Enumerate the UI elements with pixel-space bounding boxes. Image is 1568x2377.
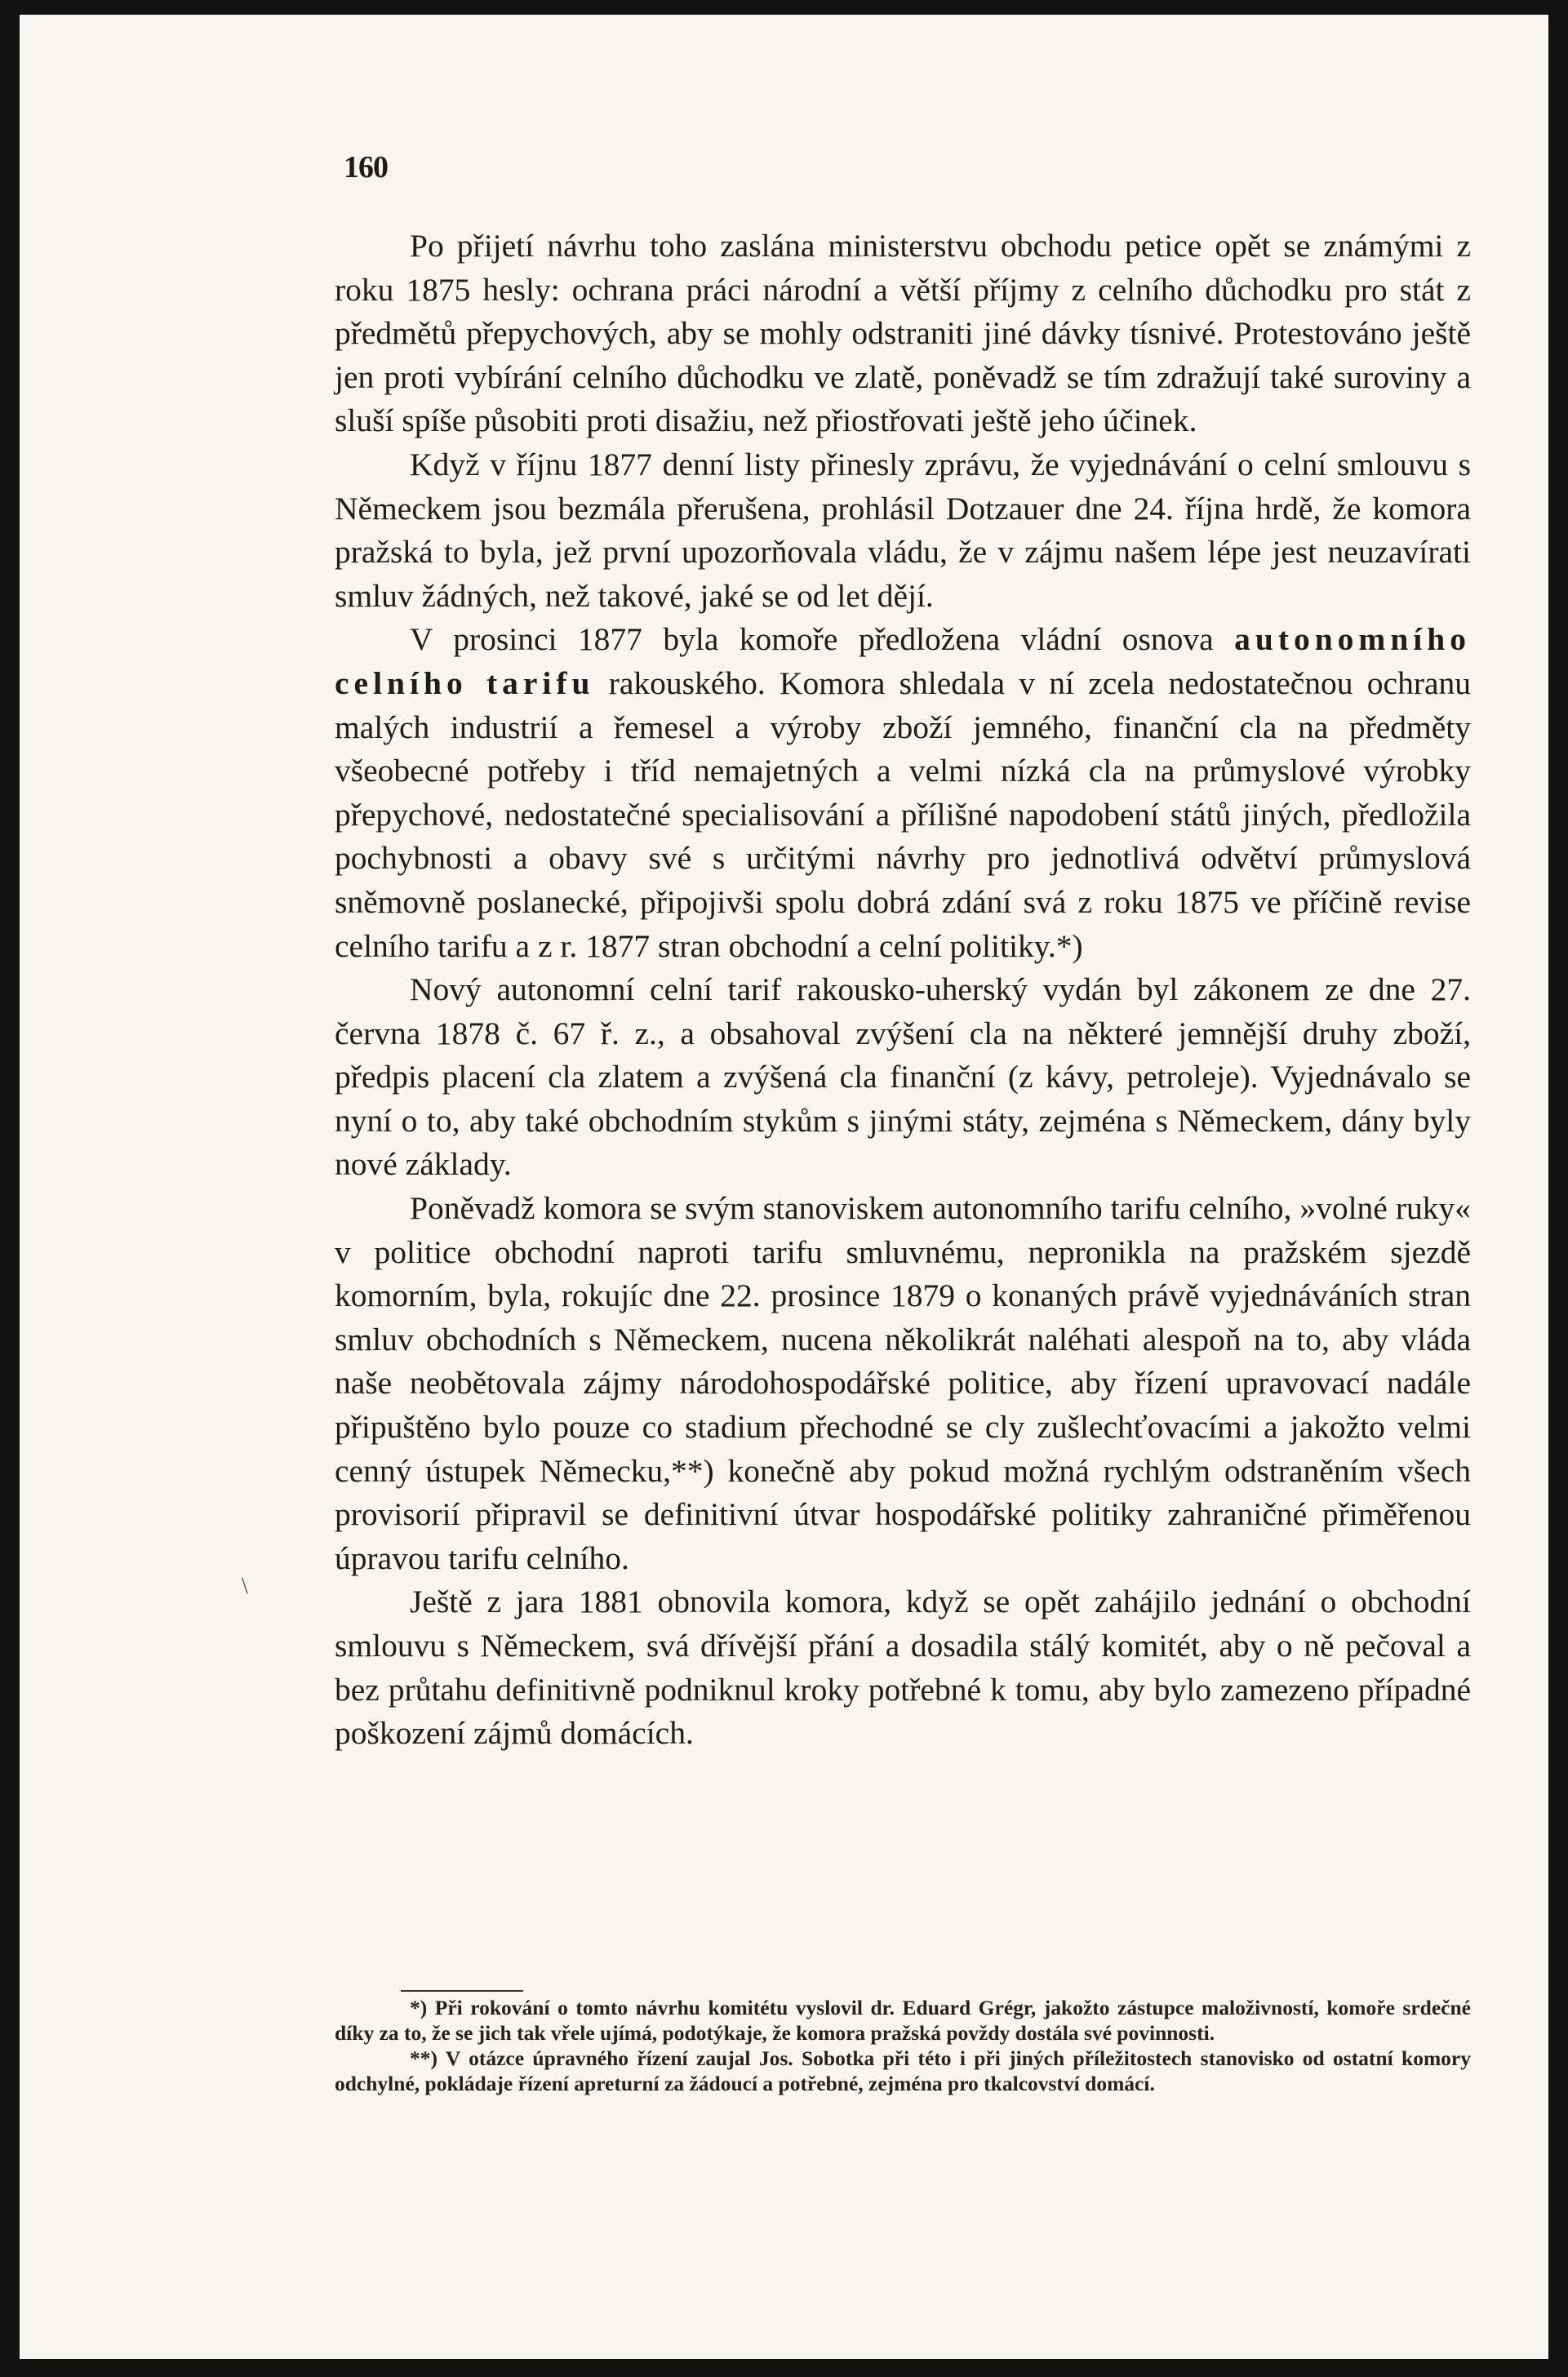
paragraph: Poněvadž komora se svým stanoviskem autonomního tarifu celního, »volné ruky« v politice obchodní naproti tarifu smluvnému, nepronikla na pražském sjezdě komorním, byla, rokujíc dne 22. prosince 1879 o konaných právě vyjednáváních stran smluv obchodních s Německem, nucena několikrát naléhati alespoň na to, aby vláda naše neobětovala zájmy národohospodářské politice, aby řízení upravovací nadále připuštěno bylo pouze co stadium přechodné se cly zušlechťovacími a jakožto velmi cenný ústupek Německu,**) konečně aby pokud možná rychlým odstraněním všech provisorií připravil se definitivní útvar hospodářské politiky zahraničné přiměřenou úpravou tarifu celního. bbox=[335, 1190, 1471, 1576]
paragraph-text: V prosinci 1877 byla komoře předložena vládní osnova bbox=[410, 621, 1235, 658]
paragraph-text: rakouského. Komora shledala v ní zcela nedostatečnou ochranu malých industrií a řemesel a výroby zboží jemného, finanční cla na předměty všeobecné potřeby i tříd nemajetných a velmi nízká cla na průmyslové výrobky přepychové, nedostatečné specialisování a přílišné napodobení států jiných, předložila pochybnosti a obavy své s určitými návrhy pro jednotlivá odvětví průmyslová sněmovně poslanecké, připojivši spolu dobrá zdání svá z roku 1875 ve příčině revise celního tarifu a z r. 1877 stran obchodní a celní politiky.*) bbox=[335, 664, 1472, 964]
paragraph: Nový autonomní celní tarif rakousko-uherský vydán byl zákonem ze dne 27. června 1878 č. 67 ř. z., a obsahoval zvýšení cla na některé jemnější druhy zboží, předpis placení cla zlatem a zvýšená cla finanční (z kávy, petroleje). Vyjednávalo se nyní o to, aby také obchodním stykům s jinými státy, zejména s Německem, dány byly nové základy. bbox=[335, 971, 1471, 1183]
body-text bbox=[335, 224, 1471, 1756]
paragraph bbox=[335, 618, 1471, 968]
stray-mark: \ bbox=[242, 1574, 248, 1599]
footnote: **) V otázce úpravného řízení zaujal Jos. Sobotka při této i při jiných příležitostech stanovisko od ostatní komory odchylné, pokládaje řízení apreturní za žádoucí a potřebné, zejména pro tkalcovství domácí. bbox=[335, 2046, 1471, 2095]
page-number: 160 bbox=[344, 150, 388, 184]
document-page bbox=[20, 15, 1548, 2359]
spaced-emphasis: autonomního celního tarifu bbox=[335, 621, 1471, 701]
paragraph: Po přijetí návrhu toho zaslána ministerstvu obchodu petice opět se známými z roku 1875 hesly: ochrana práci národní a větší příjmy z celního důchodku pro stát z předmětů přepychových, aby se mohly odstraniti jiné dávky tísnivé. Protestováno ještě jen proti vybírání celního důchodku ve zlatě, poněvadž se tím zdražují také suroviny a sluší spíše působiti proti disažiu, než přiostřovati ještě jeho účinek. bbox=[335, 228, 1471, 439]
paragraph: Ještě z jara 1881 obnovila komora, když se opět zahájilo jednání o obchodní smlouvu s Německem, svá dřívější přání a dosadila stálý komitét, aby o ně pečoval a bez průtahu definitivně podniknul kroky potřebné k tomu, aby bylo zamezeno případné poškození zájmů domácích. bbox=[335, 1584, 1471, 1752]
footnote-divider bbox=[401, 1990, 523, 1992]
footnote: *) Při rokování o tomto návrhu komitétu vyslovil dr. Eduard Grégr, jakožto zástupce maloživností, komoře srdečné díky za to, že se jich tak vřele ujímá, podotýkaje, že komora pražská povždy dostála své povinnosti. bbox=[335, 1996, 1471, 2045]
paragraph: Když v říjnu 1877 denní listy přinesly zprávu, že vyjednávání o celní smlouvu s Německem jsou bezmála přerušena, prohlásil Dotzauer dne 24. října hrdě, že komora pražská to byla, jež první upozorňovala vládu, že v zájmu našem lépe jest neuzavírati smluv žádných, než takové, jaké se od let dějí. bbox=[335, 446, 1471, 614]
footnotes bbox=[335, 1995, 1471, 2096]
